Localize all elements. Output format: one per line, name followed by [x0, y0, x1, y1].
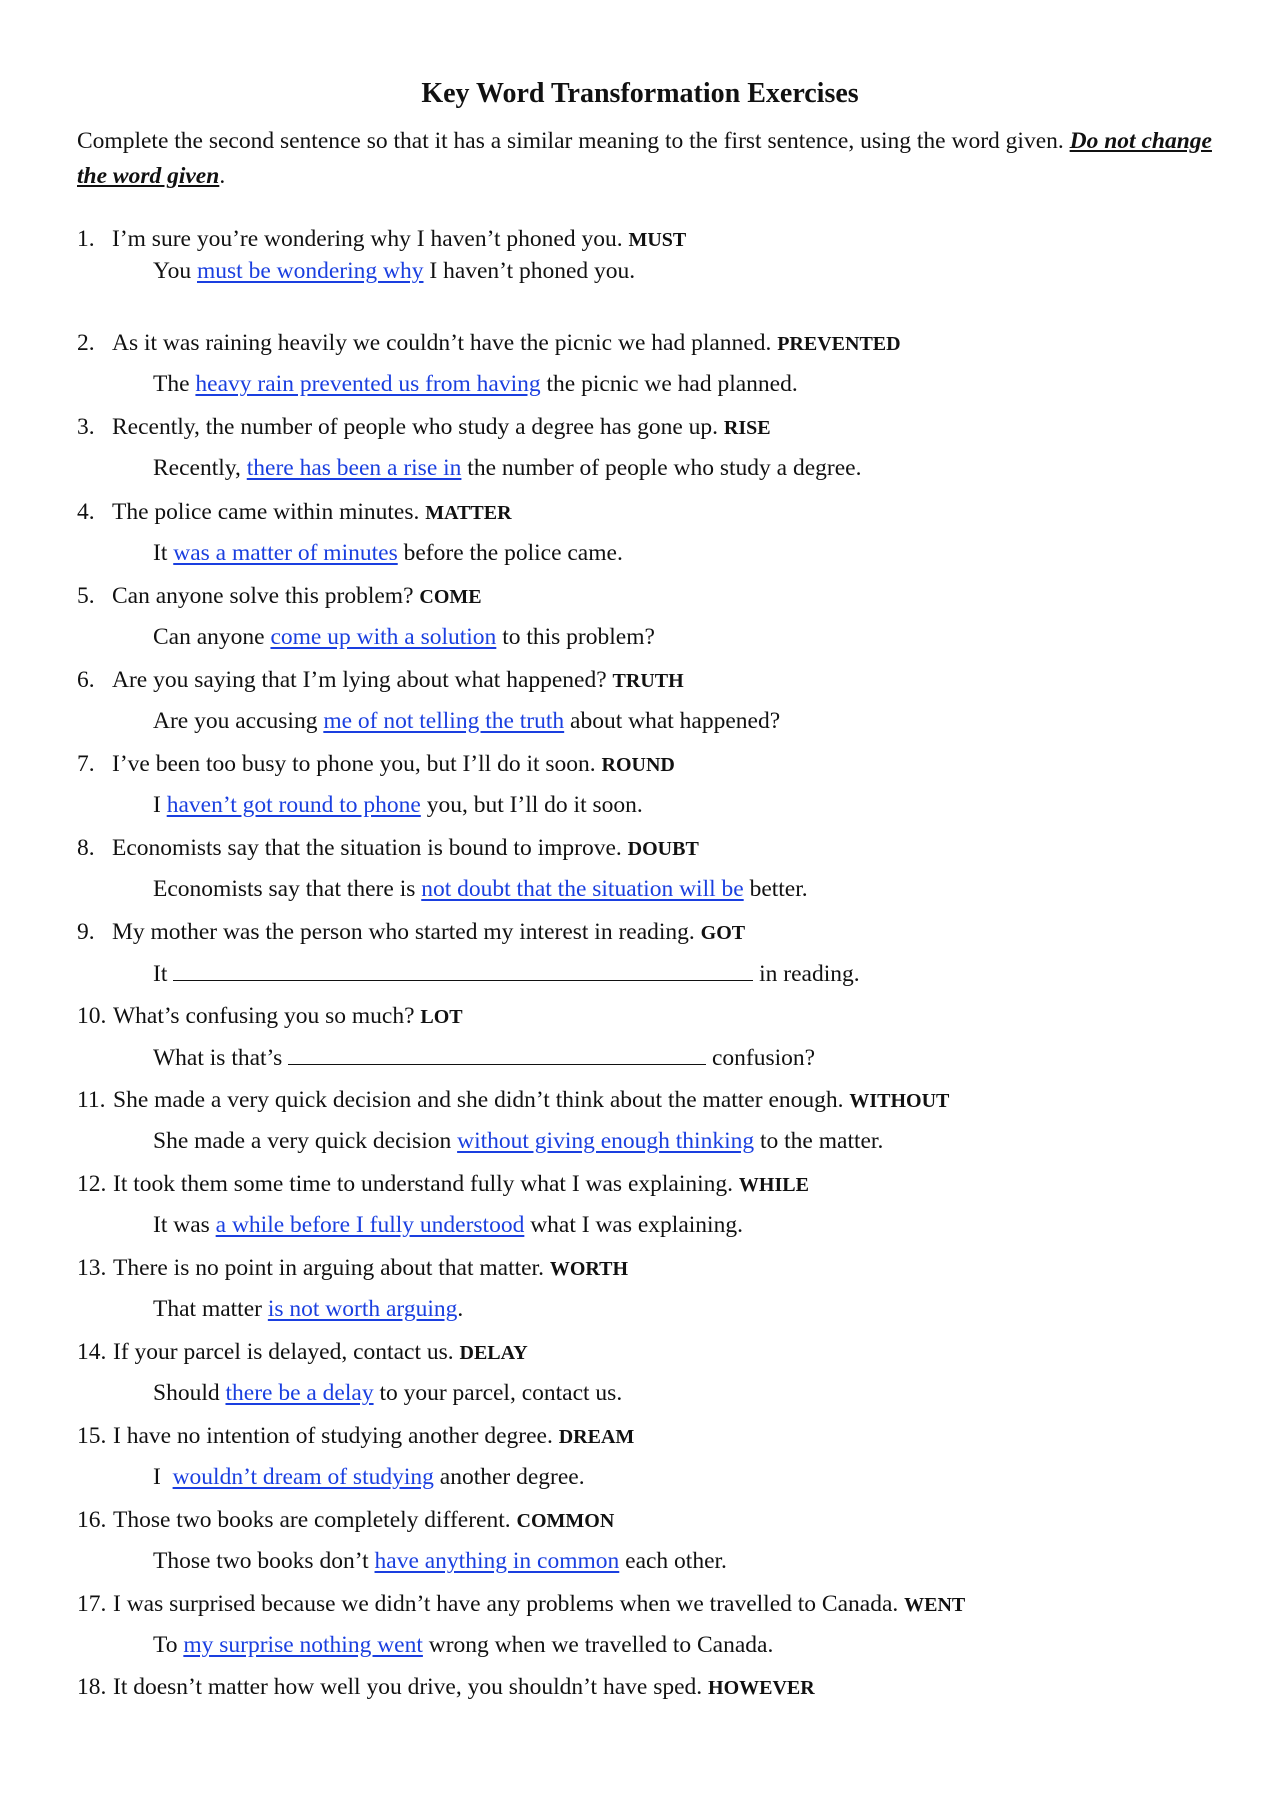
question-number: 15. — [77, 1423, 107, 1449]
sentence-start: Recently, — [153, 455, 247, 481]
question-3 — [77, 412, 771, 443]
key-word: WITHOUT — [849, 1090, 950, 1112]
question-14 — [77, 1337, 528, 1368]
question-12 — [77, 1169, 809, 1200]
instructions — [77, 124, 1217, 194]
question-5 — [77, 581, 482, 612]
answer-blank[interactable] — [173, 958, 753, 981]
question-number: 7. — [77, 751, 95, 777]
sentence-start: To — [153, 1632, 184, 1658]
key-word: ROUND — [601, 754, 675, 776]
question-number: 14. — [77, 1339, 107, 1365]
question-text: I’m sure you’re wondering why I haven’t phoned you. — [112, 226, 623, 252]
key-word: MUST — [628, 229, 687, 251]
answer-text[interactable]: my surprise nothing went — [183, 1632, 423, 1658]
question-text: It took them some time to understand fully what I was explaining. — [113, 1171, 734, 1197]
answer-line-1 — [153, 256, 635, 286]
sentence-end: to this problem? — [496, 624, 655, 650]
question-number: 8. — [77, 835, 95, 861]
question-number: 12. — [77, 1171, 107, 1197]
sentence-end: before the police came. — [397, 540, 623, 566]
question-text: If your parcel is delayed, contact us. — [113, 1339, 454, 1365]
question-text: There is no point in arguing about that matter. — [113, 1255, 544, 1281]
question-number: 6. — [77, 667, 95, 693]
answer-line-6 — [153, 706, 780, 736]
key-word: GOT — [700, 922, 746, 944]
sentence-end: in reading. — [753, 961, 860, 987]
answer-text[interactable]: haven’t got round to phone — [166, 792, 421, 818]
answer-line-15 — [153, 1462, 585, 1492]
sentence-start: I — [153, 1464, 173, 1490]
question-13 — [77, 1253, 628, 1284]
question-4 — [77, 497, 512, 528]
answer-line-13 — [153, 1294, 463, 1324]
question-2 — [77, 328, 901, 359]
question-text: I’ve been too busy to phone you, but I’ll do it soon. — [112, 751, 596, 777]
question-15 — [77, 1421, 634, 1452]
question-18 — [77, 1672, 815, 1703]
answer-text[interactable]: not doubt that the situation will be — [421, 876, 744, 902]
sentence-end: what I was explaining. — [524, 1212, 743, 1238]
sentence-end: confusion? — [706, 1045, 816, 1071]
key-word: DELAY — [459, 1342, 528, 1364]
question-9 — [77, 917, 745, 948]
question-16 — [77, 1505, 614, 1536]
question-text: What’s confusing you so much? — [113, 1003, 415, 1029]
answer-text[interactable]: heavy rain prevented us from having — [195, 371, 541, 397]
answer-line-11 — [153, 1126, 883, 1156]
sentence-start: Economists say that there is — [153, 876, 422, 902]
answer-text[interactable]: must be wondering why — [197, 258, 424, 284]
sentence-end: you, but I’ll do it soon. — [420, 792, 643, 818]
key-word: WHILE — [738, 1174, 809, 1196]
question-text: Are you saying that I’m lying about what happened? — [112, 667, 607, 693]
sentence-start: What is that’s — [153, 1045, 289, 1071]
sentence-end: the picnic we had planned. — [540, 371, 798, 397]
question-number: 5. — [77, 583, 95, 609]
sentence-end: I haven’t phoned you. — [423, 258, 636, 284]
answer-blank[interactable] — [288, 1042, 706, 1065]
question-number: 2. — [77, 330, 95, 356]
question-number: 17. — [77, 1591, 107, 1617]
answer-text[interactable]: without giving enough thinking — [457, 1128, 755, 1154]
sentence-start: You — [153, 258, 197, 284]
answer-text[interactable]: was a matter of minutes — [173, 540, 398, 566]
question-text: I was surprised because we didn’t have any problems when we travelled to Canada. — [113, 1591, 899, 1617]
sentence-end: . — [457, 1296, 464, 1322]
question-text: Those two books are completely different. — [113, 1507, 511, 1533]
answer-text[interactable]: is not worth arguing — [267, 1296, 458, 1322]
sentence-end: the number of people who study a degree. — [461, 455, 862, 481]
question-text: Economists say that the situation is bound to improve. — [112, 835, 622, 861]
answer-text[interactable]: me of not telling the truth — [323, 708, 565, 734]
question-number: 4. — [77, 499, 95, 525]
sentence-end: each other. — [619, 1548, 727, 1574]
answer-line-17 — [153, 1630, 773, 1660]
sentence-start: She made a very quick decision — [153, 1128, 458, 1154]
instructions-note: Do not change the word given — [77, 128, 1212, 189]
answer-line-16 — [153, 1546, 727, 1576]
key-word: PREVENTED — [777, 333, 901, 355]
page-title: Key Word Transformation Exercises — [421, 78, 859, 109]
answer-line-2 — [153, 369, 798, 399]
sentence-start: Can anyone — [153, 624, 271, 650]
question-number: 18. — [77, 1674, 107, 1700]
sentence-start: Should — [153, 1380, 226, 1406]
key-word: WENT — [904, 1594, 966, 1616]
question-number: 10. — [77, 1003, 107, 1029]
key-word: WORTH — [549, 1258, 629, 1280]
sentence-start: Are you accusing — [153, 708, 324, 734]
sentence-start: The — [153, 371, 196, 397]
question-number: 9. — [77, 919, 95, 945]
answer-text[interactable]: come up with a solution — [270, 624, 497, 650]
question-text: As it was raining heavily we couldn’t have the picnic we had planned. — [112, 330, 772, 356]
answer-line-5 — [153, 622, 655, 652]
answer-text[interactable]: wouldn’t dream of studying — [172, 1464, 434, 1490]
key-word: HOWEVER — [708, 1677, 815, 1699]
answer-text[interactable]: a while before I fully understood — [215, 1212, 525, 1238]
answer-line-3 — [153, 453, 861, 483]
key-word: DOUBT — [627, 838, 699, 860]
question-8 — [77, 833, 699, 864]
answer-line-12 — [153, 1210, 743, 1240]
question-text: She made a very quick decision and she didn’t think about the matter enough. — [113, 1087, 844, 1113]
question-text: I have no intention of studying another degree. — [113, 1423, 553, 1449]
question-6 — [77, 665, 684, 696]
key-word: COMMON — [516, 1510, 615, 1532]
question-text: The police came within minutes. — [112, 499, 420, 525]
answer-line-7 — [153, 790, 643, 820]
answer-text[interactable]: have anything in common — [374, 1548, 620, 1574]
answer-line-9 — [153, 958, 860, 989]
question-text: My mother was the person who started my interest in reading. — [112, 919, 695, 945]
question-number: 1. — [77, 226, 95, 252]
instructions-text: Complete the second sentence so that it has a similar meaning to the first sentence, using the word given. — [77, 128, 1064, 154]
sentence-end: to your parcel, contact us. — [373, 1380, 623, 1406]
answer-text[interactable]: there has been a rise in — [246, 455, 462, 481]
sentence-end: another degree. — [433, 1464, 585, 1490]
instructions-end: . — [219, 163, 226, 189]
sentence-end: wrong when we travelled to Canada. — [422, 1632, 774, 1658]
key-word: DREAM — [558, 1426, 635, 1448]
key-word: TRUTH — [612, 670, 684, 692]
question-text: Can anyone solve this problem? — [112, 583, 414, 609]
key-word: LOT — [420, 1006, 463, 1028]
sentence-start: Those two books don’t — [153, 1548, 375, 1574]
question-17 — [77, 1589, 965, 1620]
question-text: It doesn’t matter how well you drive, you shouldn’t have sped. — [113, 1674, 703, 1700]
key-word: MATTER — [425, 502, 512, 524]
sentence-start: It — [153, 540, 174, 566]
answer-line-14 — [153, 1378, 622, 1408]
sentence-end: to the matter. — [754, 1128, 884, 1154]
sentence-end: better. — [743, 876, 808, 902]
sentence-start: That matter — [153, 1296, 268, 1322]
sentence-start: It — [153, 961, 174, 987]
key-word: COME — [419, 586, 482, 608]
question-10 — [77, 1001, 463, 1032]
question-7 — [77, 749, 675, 780]
question-number: 13. — [77, 1255, 107, 1281]
sentence-start: I — [153, 792, 167, 818]
question-1 — [77, 224, 686, 255]
key-word: RISE — [723, 417, 771, 439]
answer-text[interactable]: there be a delay — [225, 1380, 374, 1406]
question-text: Recently, the number of people who study a degree has gone up. — [112, 414, 719, 440]
question-11 — [77, 1085, 949, 1116]
question-number: 16. — [77, 1507, 107, 1533]
sentence-end: about what happened? — [564, 708, 781, 734]
sentence-start: It was — [153, 1212, 216, 1238]
answer-line-8 — [153, 874, 808, 904]
question-number: 3. — [77, 414, 95, 440]
answer-line-10 — [153, 1042, 815, 1073]
question-number: 11. — [77, 1087, 106, 1113]
answer-line-4 — [153, 538, 623, 568]
